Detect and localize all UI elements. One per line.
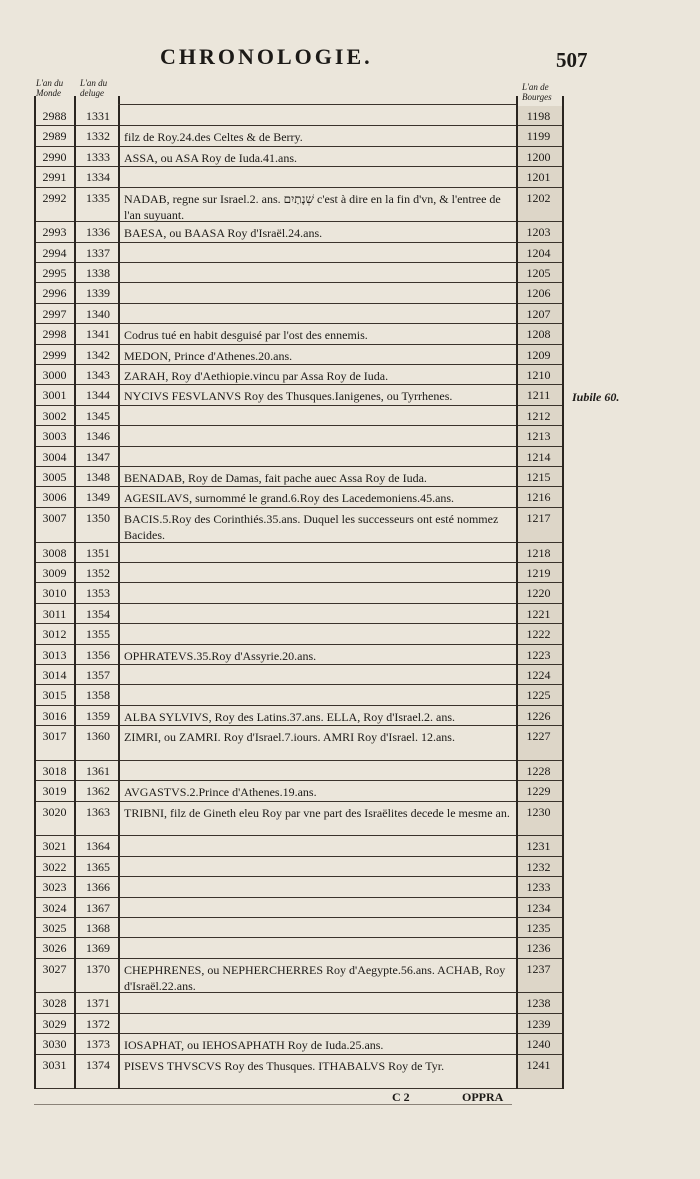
year-deluge: 1369 (86, 941, 110, 956)
year-mundi: 3009 (42, 565, 67, 580)
year-bourges: 1200 (526, 149, 551, 164)
table-row (0, 126, 700, 146)
year-mundi: 3007 (42, 510, 67, 525)
event-text: NYCIVS FESVLANVS Roy des Thusques.Ianigenes, ou Tyrrhenes. (124, 389, 453, 404)
signature-mark: C 2 (392, 1090, 410, 1104)
table-row (0, 959, 700, 994)
year-deluge: 1348 (86, 470, 110, 485)
year-deluge: 1336 (86, 225, 110, 240)
year-mundi: 3030 (42, 1037, 67, 1052)
year-deluge: 1362 (86, 784, 110, 799)
year-deluge: 1356 (86, 647, 110, 662)
year-mundi: 3029 (42, 1016, 67, 1031)
year-bourges: 1222 (526, 627, 551, 642)
bottom-rule (34, 1104, 512, 1105)
year-deluge: 1341 (86, 327, 110, 342)
event-text: ASSA, ou ASA Roy de Iuda.41.ans. (124, 150, 298, 165)
year-bourges: 1203 (526, 225, 551, 240)
table-row (0, 324, 700, 344)
year-mundi: 3004 (42, 449, 67, 464)
event-text: BENADAB, Roy de Damas, fait pache auec Assa Roy de Iuda. (124, 471, 427, 486)
table-row (0, 604, 700, 624)
table-row (0, 938, 700, 958)
table-row (0, 147, 700, 167)
event-text: AVGASTVS.2.Prince d'Athenes.19.ans. (124, 785, 317, 800)
year-deluge: 1364 (86, 839, 110, 854)
year-mundi: 3031 (42, 1057, 67, 1072)
event-text: BACIS.5.Roy des Corinthiés.35.ans. Duquel les successeurs ont esté nommez Bacides. (124, 511, 499, 542)
table-row (0, 1014, 700, 1034)
table-row (0, 665, 700, 685)
table-row (0, 426, 700, 446)
year-mundi: 3019 (42, 784, 67, 799)
year-deluge: 1338 (86, 266, 110, 281)
year-bourges: 1233 (526, 880, 551, 895)
table-row (0, 365, 700, 385)
year-bourges: 1210 (526, 368, 551, 383)
event-text: IOSAPHAT, ou IEHOSAPHATH Roy de Iuda.25.ans. (124, 1038, 384, 1053)
table-row (0, 406, 700, 426)
year-mundi: 2998 (42, 327, 67, 342)
year-bourges: 1234 (526, 900, 551, 915)
year-bourges: 1239 (526, 1016, 551, 1031)
year-mundi: 3024 (42, 900, 67, 915)
year-mundi: 3002 (42, 408, 67, 423)
event-text: filz de Roy.24.des Celtes & de Berry. (124, 130, 303, 145)
year-bourges: 1208 (526, 327, 551, 342)
year-deluge: 1359 (86, 708, 110, 723)
table-row (0, 685, 700, 705)
table-row (0, 706, 700, 726)
table-row (0, 857, 700, 877)
margin-note: Iubile 60. (572, 390, 620, 404)
table-row (0, 836, 700, 856)
year-deluge: 1365 (86, 859, 110, 874)
year-mundi: 3008 (42, 545, 67, 560)
year-deluge: 1344 (86, 388, 110, 403)
table-row (0, 243, 700, 263)
year-mundi: 3016 (42, 708, 67, 723)
year-deluge: 1353 (86, 586, 110, 601)
year-bourges: 1232 (526, 859, 551, 874)
year-deluge: 1339 (86, 286, 110, 301)
table-row (0, 1055, 700, 1090)
year-mundi: 3005 (42, 470, 67, 485)
year-bourges: 1216 (526, 490, 551, 505)
event-text: OPHRATEVS.35.Roy d'Assyrie.20.ans. (124, 648, 317, 663)
table-row (0, 918, 700, 938)
table-row (0, 345, 700, 365)
year-mundi: 2991 (42, 170, 67, 185)
year-mundi: 2997 (42, 306, 67, 321)
event-text: ZIMRI, ou ZAMRI. Roy d'Israel.7.iours. AMRI Roy d'Israel. 12.ans. (124, 730, 455, 745)
header-rule (118, 104, 516, 105)
year-mundi: 3015 (42, 688, 67, 703)
column-rule (516, 96, 518, 1089)
year-deluge: 1349 (86, 490, 110, 505)
year-mundi: 3021 (42, 839, 67, 854)
year-mundi: 3028 (42, 996, 67, 1011)
table-row (0, 263, 700, 283)
year-bourges: 1229 (526, 784, 551, 799)
event-text: ZARAH, Roy d'Aethiopie.vincu par Assa Roy de Iuda. (124, 369, 389, 384)
table-row (0, 222, 700, 242)
year-deluge: 1334 (86, 170, 110, 185)
year-deluge: 1374 (86, 1057, 110, 1072)
table-row (0, 467, 700, 487)
table-row (0, 508, 700, 543)
year-mundi: 3025 (42, 920, 67, 935)
year-bourges: 1235 (526, 920, 551, 935)
year-mundi: 3022 (42, 859, 67, 874)
year-bourges: 1241 (526, 1057, 551, 1072)
year-bourges: 1221 (526, 606, 551, 621)
year-bourges: 1206 (526, 286, 551, 301)
column-rule (74, 96, 76, 1089)
column-header-bourges: L'an de Bourges (522, 82, 552, 102)
table-row (0, 781, 700, 801)
table-row (0, 645, 700, 665)
year-deluge: 1335 (86, 190, 110, 205)
year-deluge: 1343 (86, 368, 110, 383)
event-text: ALBA SYLVIVS, Roy des Latins.37.ans. ELLA, Roy d'Israel.2. ans. (124, 709, 456, 724)
year-bourges: 1227 (526, 729, 551, 744)
year-mundi: 2994 (42, 245, 67, 260)
page-number: 507 (556, 48, 588, 72)
year-bourges: 1213 (526, 429, 551, 444)
event-text: AGESILAVS, surnommé le grand.6.Roy des Lacedemoniens.45.ans. (124, 491, 455, 506)
year-deluge: 1368 (86, 920, 110, 935)
event-text: CHEPHRENES, ou NEPHERCHERRES Roy d'Aegypte.56.ans. ACHAB, Roy d'Israël.22.ans. (124, 962, 506, 993)
event-text: Codrus tué en habit desguisé par l'ost des ennemis. (124, 328, 368, 343)
year-bourges: 1219 (526, 565, 551, 580)
table-row (0, 898, 700, 918)
year-deluge: 1363 (86, 804, 110, 819)
table-row (0, 877, 700, 897)
year-deluge: 1372 (86, 1016, 110, 1031)
year-mundi: 3017 (42, 729, 67, 744)
table-row (0, 726, 700, 761)
year-mundi: 2995 (42, 266, 67, 281)
year-mundi: 3026 (42, 941, 67, 956)
year-mundi: 2990 (42, 149, 67, 164)
event-text: PISEVS THVSCVS Roy des Thusques. ITHABALVS Roy de Tyr. (124, 1058, 445, 1073)
table-row (0, 802, 700, 837)
year-deluge: 1347 (86, 449, 110, 464)
year-mundi: 2993 (42, 225, 67, 240)
column-rule (34, 96, 36, 1089)
year-bourges: 1240 (526, 1037, 551, 1052)
column-rule (562, 96, 564, 1089)
year-deluge: 1350 (86, 510, 110, 525)
year-deluge: 1340 (86, 306, 110, 321)
year-deluge: 1342 (86, 347, 110, 362)
year-deluge: 1371 (86, 996, 110, 1011)
year-bourges: 1205 (526, 266, 551, 281)
year-mundi: 3018 (42, 763, 67, 778)
year-bourges: 1207 (526, 306, 551, 321)
year-mundi: 3012 (42, 627, 67, 642)
year-deluge: 1357 (86, 667, 110, 682)
year-bourges: 1226 (526, 708, 551, 723)
column-rule (118, 96, 120, 1089)
year-mundi: 3027 (42, 961, 67, 976)
page-title: CHRONOLOGIE. (160, 44, 373, 69)
column-header-mundi: L'an du Monde (36, 78, 64, 98)
year-bourges: 1238 (526, 996, 551, 1011)
year-deluge: 1370 (86, 961, 110, 976)
year-mundi: 2988 (42, 109, 67, 123)
year-mundi: 3011 (42, 606, 67, 621)
year-bourges: 1223 (526, 647, 551, 662)
year-bourges: 1218 (526, 545, 551, 560)
year-mundi: 2999 (42, 347, 67, 362)
year-mundi: 3023 (42, 880, 67, 895)
table-row (0, 167, 700, 187)
year-bourges: 1211 (526, 388, 551, 403)
year-deluge: 1367 (86, 900, 110, 915)
year-deluge: 1331 (86, 109, 110, 123)
year-mundi: 2996 (42, 286, 67, 301)
table-row (0, 761, 700, 781)
year-deluge: 1337 (86, 245, 110, 260)
year-bourges: 1225 (526, 688, 551, 703)
table-row (0, 563, 700, 583)
year-deluge: 1361 (86, 763, 110, 778)
table-row (0, 304, 700, 324)
year-deluge: 1373 (86, 1037, 110, 1052)
year-bourges: 1220 (526, 586, 551, 601)
year-deluge: 1332 (86, 129, 110, 144)
year-bourges: 1230 (526, 804, 551, 819)
table-row (0, 106, 700, 126)
year-bourges: 1202 (526, 190, 551, 205)
year-bourges: 1198 (526, 109, 551, 123)
year-bourges: 1209 (526, 347, 551, 362)
event-text: TRIBNI, filz de Gineth eleu Roy par vne part des Israëlites decede le mesme an. (124, 805, 510, 820)
year-bourges: 1224 (526, 667, 551, 682)
table-row (0, 583, 700, 603)
year-bourges: 1228 (526, 763, 551, 778)
table-row (0, 447, 700, 467)
year-mundi: 3013 (42, 647, 67, 662)
year-bourges: 1236 (526, 941, 551, 956)
year-bourges: 1237 (526, 961, 551, 976)
year-bourges: 1217 (526, 510, 551, 525)
year-deluge: 1366 (86, 880, 110, 895)
year-mundi: 3020 (42, 804, 67, 819)
table-row (0, 624, 700, 644)
table-row (0, 1034, 700, 1054)
year-deluge: 1358 (86, 688, 110, 703)
year-bourges: 1204 (526, 245, 551, 260)
event-text: NADAB, regne sur Israel.2. ans. שְׁנָתַיִם c'est à dire en la fin d'vn, & l'entree de l'an suyuant. (124, 191, 501, 222)
year-mundi: 2989 (42, 129, 67, 144)
table-row (0, 188, 700, 223)
year-bourges: 1214 (526, 449, 551, 464)
year-bourges: 1215 (526, 470, 551, 485)
year-deluge: 1346 (86, 429, 110, 444)
year-mundi: 3003 (42, 429, 67, 444)
year-mundi: 3006 (42, 490, 67, 505)
year-mundi: 2992 (42, 190, 67, 205)
year-bourges: 1201 (526, 170, 551, 185)
year-bourges: 1212 (526, 408, 551, 423)
year-deluge: 1333 (86, 149, 110, 164)
table-row (0, 487, 700, 507)
column-header-deluge: L'an du deluge (80, 78, 108, 98)
year-mundi: 3010 (42, 586, 67, 601)
table-row (0, 283, 700, 303)
year-deluge: 1355 (86, 627, 110, 642)
event-text: MEDON, Prince d'Athenes.20.ans. (124, 348, 293, 363)
year-bourges: 1231 (526, 839, 551, 854)
year-mundi: 3001 (42, 388, 67, 403)
table-row (0, 385, 700, 405)
catchword: OPPRA (462, 1090, 504, 1104)
year-deluge: 1352 (86, 565, 110, 580)
year-deluge: 1345 (86, 408, 110, 423)
year-mundi: 3014 (42, 667, 67, 682)
event-text: BAESA, ou BAASA Roy d'Israël.24.ans. (124, 226, 323, 241)
table-row (0, 993, 700, 1013)
year-deluge: 1354 (86, 606, 110, 621)
table-row (0, 543, 700, 563)
year-deluge: 1351 (86, 545, 110, 560)
year-deluge: 1360 (86, 729, 110, 744)
year-mundi: 3000 (42, 368, 67, 383)
year-bourges: 1199 (526, 129, 551, 144)
